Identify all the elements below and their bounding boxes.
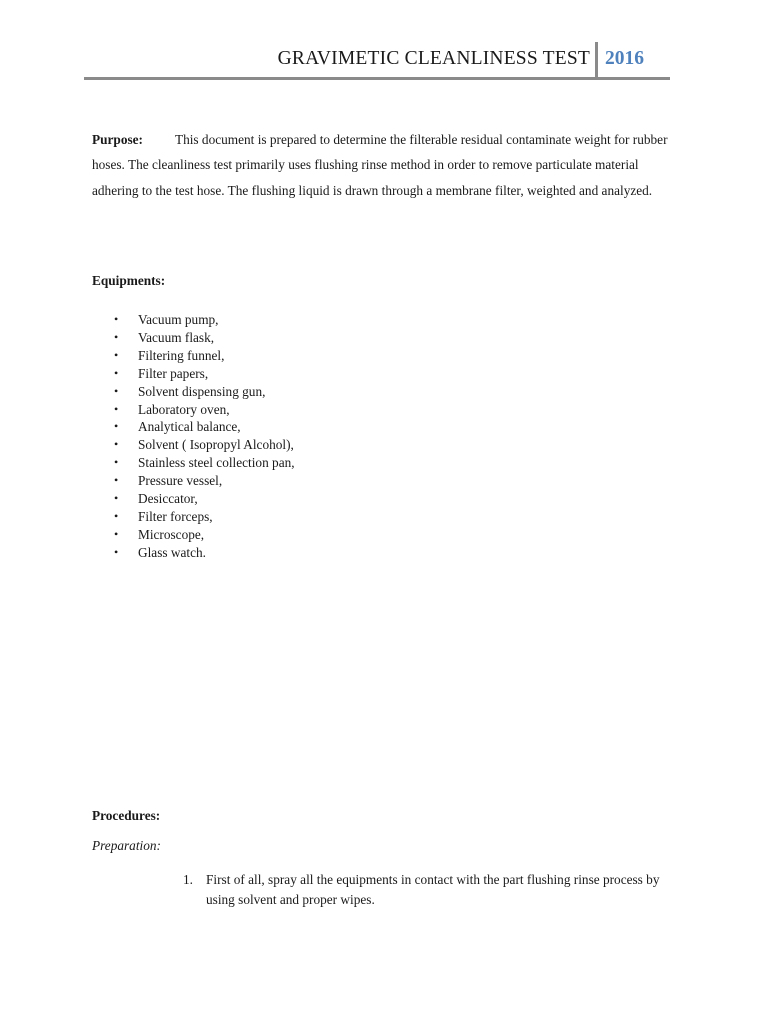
list-item <box>114 383 295 401</box>
document-year: 2016 <box>605 48 644 69</box>
list-item-label: Desiccator, <box>138 491 198 507</box>
list-item-label: Pressure vessel, <box>138 473 223 489</box>
list-item <box>114 401 295 419</box>
list-item <box>114 365 295 383</box>
bullet-icon: • <box>114 419 119 434</box>
list-item-label: Vacuum pump, <box>138 312 219 327</box>
list-item <box>114 490 295 508</box>
bullet-icon: • <box>114 544 119 559</box>
bullet-icon: • <box>114 347 119 362</box>
header-rule <box>84 77 670 80</box>
list-item-label: Microscope, <box>138 526 205 542</box>
purpose-label: Purpose: <box>92 132 143 147</box>
list-item-label: Solvent ( Isopropyl Alcohol), <box>138 437 294 453</box>
bullet-icon: • <box>114 401 119 416</box>
list-item <box>114 508 295 526</box>
list-item-label: Filtering funnel, <box>138 347 225 363</box>
bullet-icon: • <box>114 508 119 523</box>
list-item <box>114 329 295 347</box>
list-item-label: Solvent dispensing gun, <box>138 383 266 399</box>
list-item-label: Analytical balance, <box>138 419 241 435</box>
list-item <box>114 418 295 436</box>
document-title: GRAVIMETIC CLEANLINESS TEST <box>277 48 590 69</box>
list-item-label: Laboratory oven, <box>138 401 230 417</box>
list-item-label: Vacuum flask, <box>138 329 215 345</box>
equipment-list <box>114 311 295 562</box>
list-item <box>114 544 295 562</box>
list-item <box>114 311 295 329</box>
purpose-text: This document is prepared to determine the filterable residual contaminate weight for rubber hoses. The cleanliness test primarily uses flushing rinse method in order to remove particulate material adhering to the test hose. The flushing liquid is drawn through a membrane filter, weighted and analyzed. <box>92 132 668 198</box>
bullet-icon: • <box>114 473 119 488</box>
list-item <box>114 347 295 365</box>
step-text: First of all, spray all the equipments in contact with the part flushing rinse process by using solvent and proper wipes. <box>206 872 660 907</box>
list-item-label: Glass watch. <box>138 544 206 560</box>
bullet-icon: • <box>114 312 119 326</box>
list-item <box>114 472 295 490</box>
list-item-label: Filter papers, <box>138 365 209 381</box>
bullet-icon: • <box>114 437 119 452</box>
purpose-paragraph <box>92 127 672 203</box>
list-item-label: Filter forceps, <box>138 508 213 524</box>
preparation-subheading: Preparation: <box>92 838 161 853</box>
bullet-icon: • <box>114 491 119 506</box>
list-item <box>114 454 295 472</box>
equipments-heading: Equipments: <box>92 273 166 288</box>
bullet-icon: • <box>114 365 119 380</box>
bullet-icon: • <box>114 526 119 541</box>
header-divider <box>595 42 598 78</box>
list-item-label: Stainless steel collection pan, <box>138 455 295 471</box>
bullet-icon: • <box>114 329 119 344</box>
bullet-icon: • <box>114 383 119 398</box>
list-item <box>114 436 295 454</box>
list-item <box>114 526 295 544</box>
procedures-heading: Procedures: <box>92 808 161 823</box>
step-number: 1. <box>183 872 193 887</box>
bullet-icon: • <box>114 455 119 470</box>
page-header <box>84 42 670 80</box>
